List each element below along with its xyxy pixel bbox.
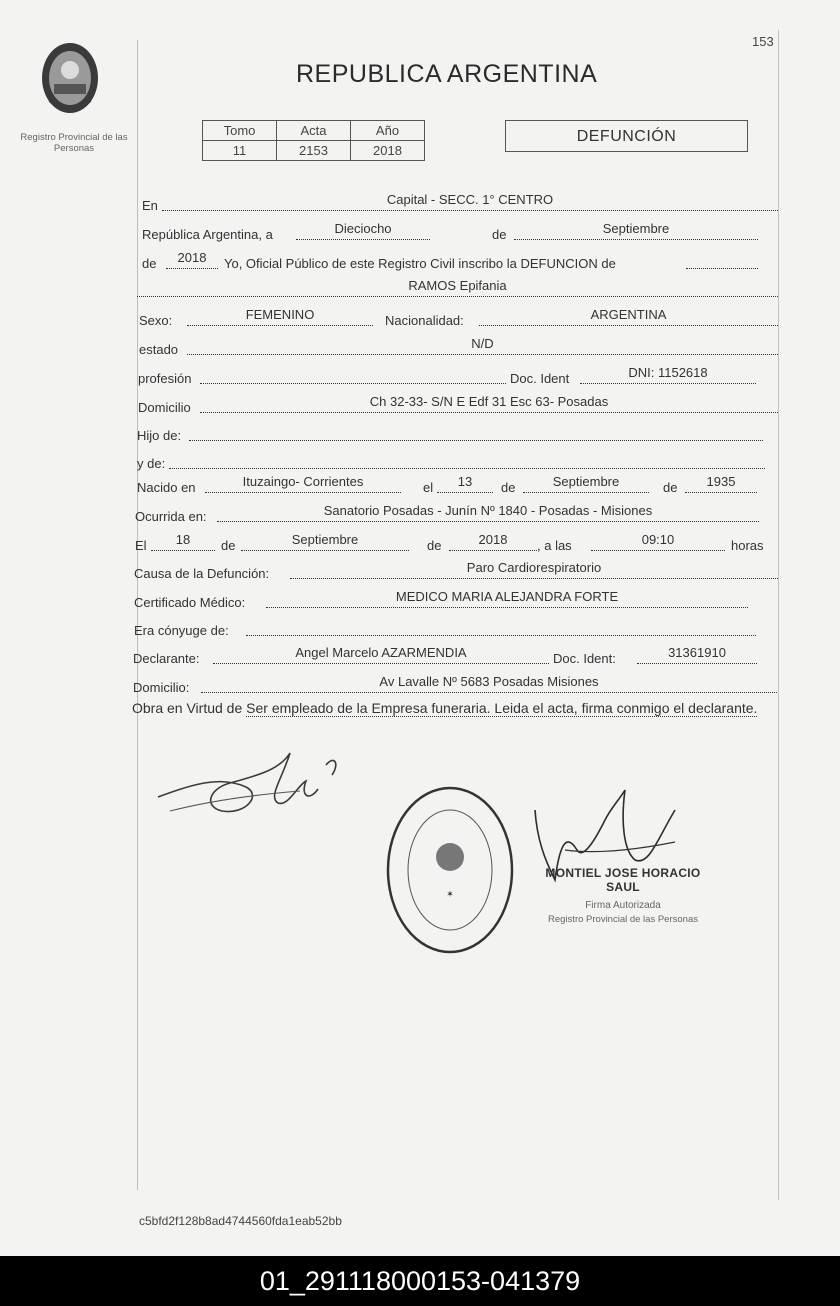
conyuge-label: Era cónyuge de: bbox=[134, 623, 229, 638]
page-title: REPUBLICA ARGENTINA bbox=[296, 60, 598, 88]
svg-text:✶: ✶ bbox=[446, 889, 454, 899]
page-number: 153 bbox=[752, 34, 774, 49]
de-label: de bbox=[142, 256, 157, 271]
domicilio-field: Ch 32-33- S/N E Edf 31 Esc 63- Posadas bbox=[200, 394, 778, 413]
day-words-field: Dieciocho bbox=[296, 221, 430, 240]
anio-value: 2018 bbox=[351, 141, 425, 161]
blank-field bbox=[686, 250, 758, 269]
obra-label: Obra en Virtud de bbox=[132, 700, 243, 716]
nacionalidad-field: ARGENTINA bbox=[479, 307, 778, 326]
de-label: de bbox=[663, 480, 678, 495]
sexo-field: FEMENINO bbox=[187, 307, 373, 326]
spouse-field bbox=[246, 617, 756, 636]
ocurrida-label: Ocurrida en: bbox=[135, 509, 207, 524]
horas-label: horas bbox=[731, 538, 764, 553]
official-block bbox=[528, 866, 718, 925]
declarant-address-field: Av Lavalle Nº 5683 Posadas Misiones bbox=[201, 674, 777, 693]
de-label: de bbox=[427, 538, 442, 553]
agency-name: Registro Provincial de las Personas bbox=[20, 132, 128, 154]
de-label: de bbox=[221, 538, 236, 553]
declarante-label: Declarante: bbox=[133, 651, 200, 666]
death-year-field: 2018 bbox=[449, 532, 537, 551]
seal-icon bbox=[40, 40, 100, 130]
yde-field bbox=[169, 450, 765, 469]
birthplace-field: Ituzaingo- Corrientes bbox=[205, 474, 401, 493]
acta-header: Acta bbox=[277, 121, 351, 141]
profesion-label: profesión bbox=[138, 371, 192, 386]
domicilio-label: Domicilio: bbox=[133, 680, 190, 695]
official-name: MONTIEL JOSE HORACIO SAUL bbox=[545, 866, 701, 894]
statement-text: Yo, Oficial Público de este Registro Civil inscribo la DEFUNCION de bbox=[224, 256, 616, 271]
republica-label: República Argentina, a bbox=[142, 227, 273, 242]
tomo-value: 11 bbox=[203, 141, 277, 161]
hijo-label: Hijo de: bbox=[137, 428, 182, 443]
left-margin-line bbox=[137, 40, 138, 1190]
declarant-signature bbox=[150, 745, 350, 835]
month-field: Septiembre bbox=[514, 221, 758, 240]
cause-of-death-field: Paro Cardiorespiratorio bbox=[290, 560, 778, 579]
de-label: de bbox=[501, 480, 516, 495]
domicilio-label: Domicilio bbox=[138, 400, 191, 415]
doc-label: Doc. Ident bbox=[510, 371, 570, 386]
el-label: El bbox=[135, 538, 147, 553]
el-label: el bbox=[423, 480, 434, 495]
obra-paragraph bbox=[132, 697, 778, 719]
location-field: Capital - SECC. 1° CENTRO bbox=[162, 192, 778, 211]
obra-text: Ser empleado de la Empresa funeraria. Leida el acta, firma conmigo el declarante. bbox=[246, 700, 758, 716]
death-day-field: 18 bbox=[151, 532, 215, 551]
document-hash: c5bfd2f128b8ad4744560fda1eab52bb bbox=[139, 1214, 342, 1228]
nacido-label: Nacido en bbox=[137, 480, 196, 495]
right-margin-line bbox=[778, 30, 779, 1200]
en-label: En bbox=[142, 198, 158, 213]
record-type-box: DEFUNCIÓN bbox=[505, 120, 748, 152]
medical-certificate-field: MEDICO MARIA ALEJANDRA FORTE bbox=[266, 589, 748, 608]
doc-ident-label: Doc. Ident: bbox=[553, 651, 616, 666]
doc-field: DNI: 1152618 bbox=[580, 365, 756, 384]
nacionalidad-label: Nacionalidad: bbox=[385, 313, 464, 328]
certificado-label: Certificado Médico: bbox=[134, 595, 246, 610]
estado-label: estado bbox=[139, 342, 179, 357]
yde-label: y de: bbox=[137, 456, 166, 471]
death-time-field: 09:10 bbox=[591, 532, 725, 551]
year-field: 2018 bbox=[166, 250, 218, 269]
declarant-field: Angel Marcelo AZARMENDIA bbox=[213, 645, 549, 664]
deceased-name-field: RAMOS Epifania bbox=[137, 278, 778, 297]
official-role: Firma Autorizada bbox=[585, 900, 661, 911]
official-org: Registro Provincial de las Personas bbox=[548, 914, 698, 925]
tomo-header: Tomo bbox=[203, 121, 277, 141]
birth-month-field: Septiembre bbox=[523, 474, 649, 493]
record-meta-table bbox=[202, 120, 425, 161]
declarant-doc-field: 31361910 bbox=[637, 645, 757, 664]
causa-label: Causa de la Defunción: bbox=[134, 566, 270, 581]
profesion-field bbox=[200, 365, 506, 384]
alas-label: , a las bbox=[537, 538, 572, 553]
footer-id: 01_291118000153-041379 bbox=[0, 1256, 840, 1306]
sexo-label: Sexo: bbox=[139, 313, 173, 328]
estado-field: N/D bbox=[187, 336, 778, 355]
de-label: de bbox=[492, 227, 507, 242]
official-stamp bbox=[385, 785, 515, 955]
place-of-death-field: Sanatorio Posadas - Junín Nº 1840 - Posadas - Misiones bbox=[217, 503, 759, 522]
anio-header: Año bbox=[351, 121, 425, 141]
hijo-field bbox=[189, 422, 763, 441]
birth-day-field: 13 bbox=[437, 474, 493, 493]
death-month-field: Septiembre bbox=[241, 532, 409, 551]
acta-value: 2153 bbox=[277, 141, 351, 161]
birth-year-field: 1935 bbox=[685, 474, 757, 493]
